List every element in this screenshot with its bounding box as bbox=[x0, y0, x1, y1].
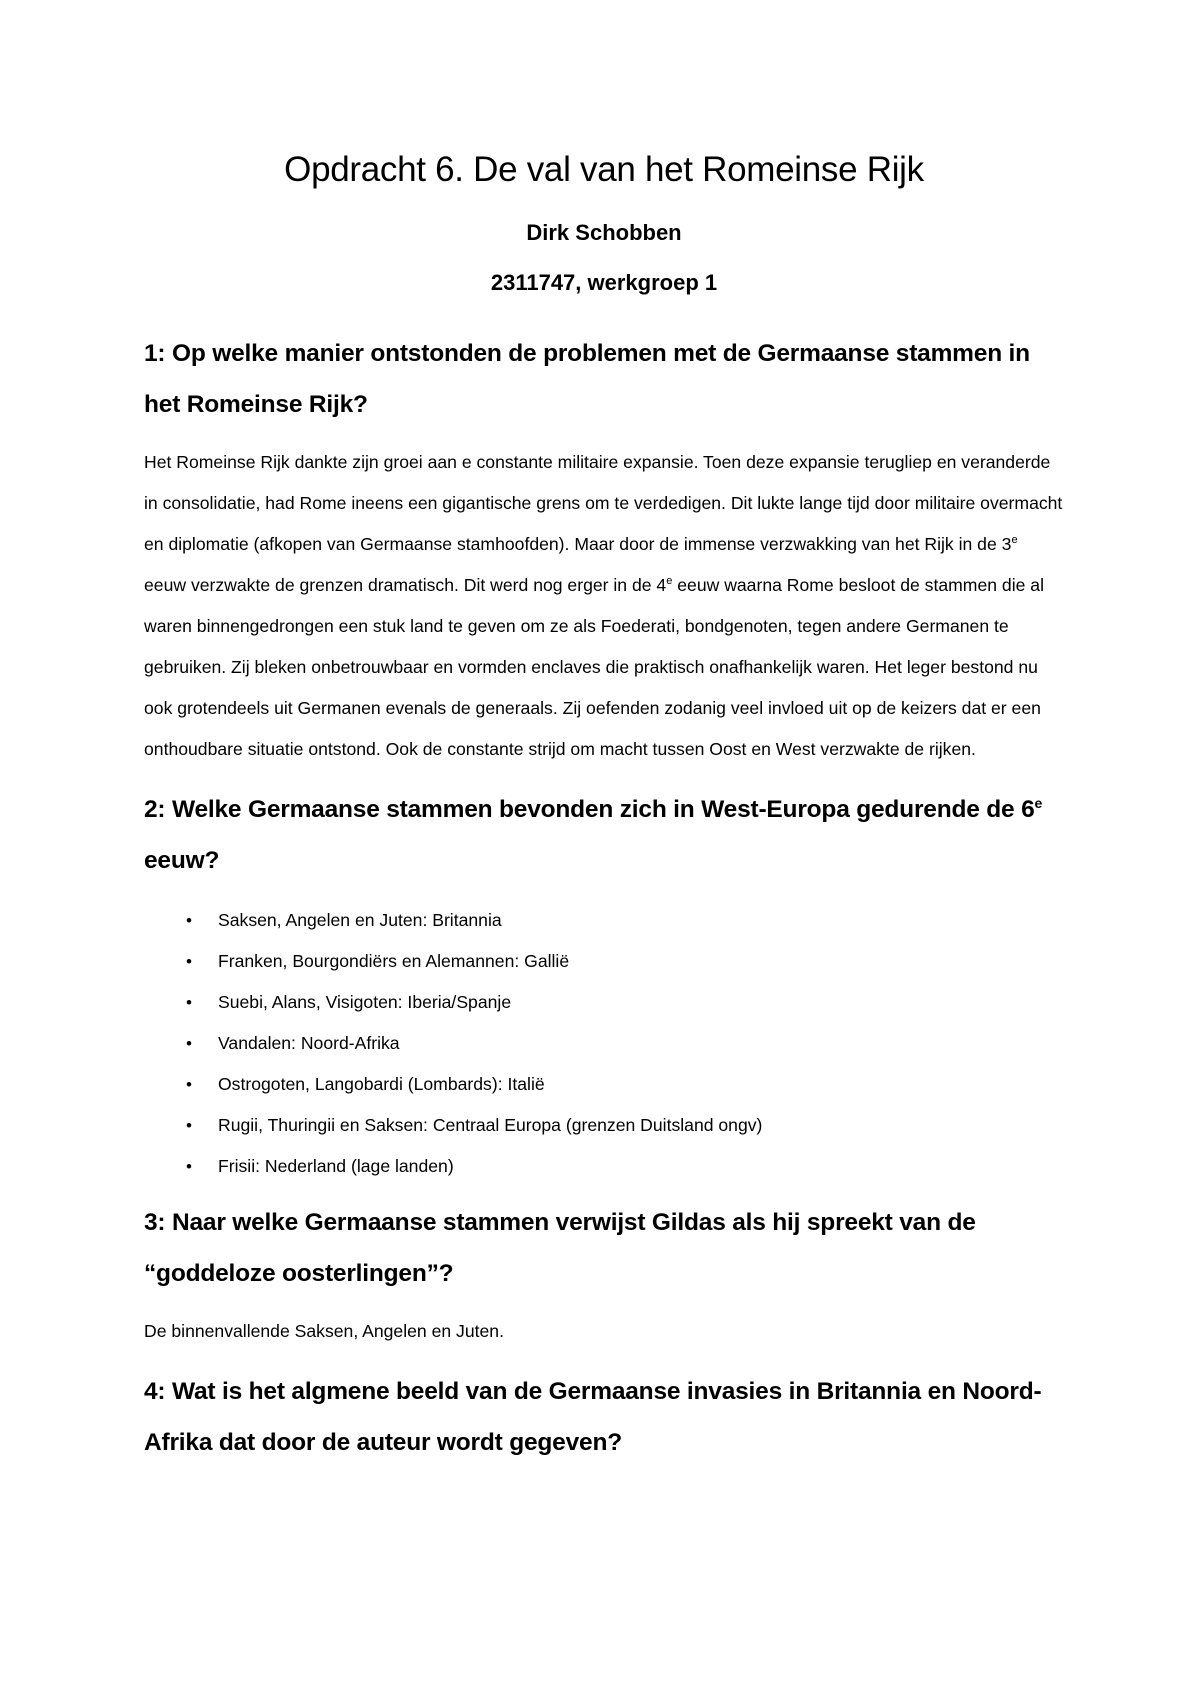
bullet-icon: • bbox=[186, 1075, 192, 1094]
page-title: Opdracht 6. De val van het Romeinse Rijk bbox=[284, 150, 924, 189]
list-item-text: Vandalen: Noord-Afrika bbox=[218, 1033, 400, 1053]
list-item-text: Ostrogoten, Langobardi (Lombards): Italië bbox=[218, 1074, 545, 1094]
question-1-answer bbox=[144, 442, 1064, 770]
list-item bbox=[144, 982, 1064, 1023]
bullet-icon: • bbox=[186, 993, 192, 1012]
bullet-icon: • bbox=[186, 952, 192, 971]
bullet-icon: • bbox=[186, 1157, 192, 1176]
list-item-text: Franken, Bourgondiërs en Alemannen: Gallië bbox=[218, 951, 570, 971]
question-2-heading-text-a: 2: Welke Germaanse stammen bevonden zich in West-Europa gedurende de 6 bbox=[144, 796, 1035, 823]
author-name: Dirk Schobben bbox=[526, 220, 682, 245]
document-content bbox=[144, 148, 1064, 1468]
list-item-text: Saksen, Angelen en Juten: Britannia bbox=[218, 910, 502, 930]
list-item bbox=[144, 1146, 1064, 1187]
question-2-heading-text-b: eeuw? bbox=[144, 847, 220, 874]
ordinal-superscript: e bbox=[1011, 534, 1018, 547]
bullet-icon: • bbox=[186, 1034, 192, 1053]
student-info: 2311747, werkgroep 1 bbox=[490, 270, 718, 295]
question-3-answer: De binnenvallende Saksen, Angelen en Juten. bbox=[144, 1321, 504, 1341]
ordinal-superscript: e bbox=[666, 575, 673, 588]
answer-1-text-b: eeuw verzwakte de grenzen dramatisch. Dit werd nog erger in de 4 bbox=[144, 575, 667, 595]
list-item bbox=[144, 900, 1064, 941]
question-3-heading: 3: Naar welke Germaanse stammen verwijst Gildas als hij spreekt van de “goddeloze oosterlingen”? bbox=[144, 1209, 976, 1287]
list-item bbox=[144, 1105, 1064, 1146]
question-1-heading: 1: Op welke manier ontstonden de problemen met de Germaanse stammen in het Romeinse Rijk? bbox=[144, 340, 1030, 418]
ordinal-superscript: e bbox=[1034, 794, 1043, 811]
list-item-text: Rugii, Thuringii en Saksen: Centraal Europa (grenzen Duitsland ongv) bbox=[218, 1115, 763, 1135]
list-item bbox=[144, 941, 1064, 982]
answer-1-text-a: Het Romeinse Rijk dankte zijn groei aan e constante militaire expansie. Toen deze expansie terugliep en veranderde in consolidatie, had Rome ineens een gigantische grens om te verdedigen. Dit lukte lange tijd door militaire overmacht en diplomatie (afkopen van Germaanse stamhoofden). Maar door de immense verzwakking van het Rijk in de 3 bbox=[144, 452, 1063, 554]
list-item-text: Suebi, Alans, Visigoten: Iberia/Spanje bbox=[218, 992, 512, 1012]
tribes-list bbox=[144, 900, 1064, 1187]
list-item bbox=[144, 1064, 1064, 1105]
bullet-icon: • bbox=[186, 1116, 192, 1135]
question-2-heading bbox=[144, 784, 1064, 886]
bullet-icon: • bbox=[186, 911, 192, 930]
list-item bbox=[144, 1023, 1064, 1064]
list-item-text: Frisii: Nederland (lage landen) bbox=[218, 1156, 454, 1176]
answer-1-text-c: eeuw waarna Rome besloot de stammen die al waren binnengedrongen een stuk land te geven om ze als Foederati, bondgenoten, tegen andere Germanen te gebruiken. Zij bleken onbetrouwbaar en vormden enclaves die praktisch onafhankelijk waren. Het leger bestond nu ook grotendeels uit Germanen evenals de generaals. Zij oefenden zodanig veel invloed uit op de keizers dat er een onthoudbare situatie ontstond. Ook de constante strijd om macht tussen Oost en West verzwakte de rijken. bbox=[144, 575, 1044, 759]
question-4-heading: 4: Wat is het algmene beeld van de Germaanse invasies in Britannia en Noord-Afrika dat door de auteur wordt gegeven? bbox=[144, 1378, 1042, 1456]
